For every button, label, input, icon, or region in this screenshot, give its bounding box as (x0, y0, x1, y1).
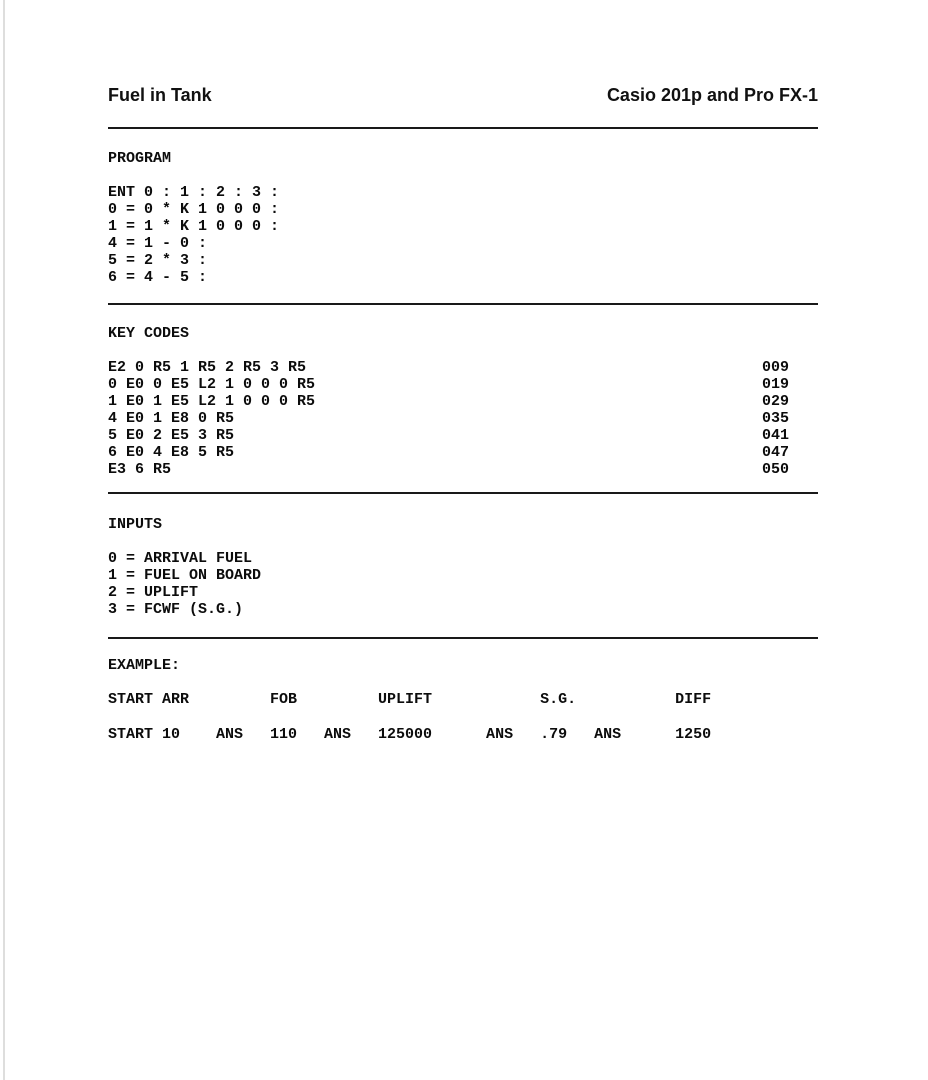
key-codes-row (108, 461, 818, 478)
section-program (108, 150, 818, 286)
divider-key-codes (108, 492, 818, 494)
program-line: ENT 0 : 1 : 2 : 3 : (108, 184, 280, 201)
program-section-label: PROGRAM (108, 150, 172, 167)
program-listing (108, 184, 818, 286)
inputs-listing (108, 550, 818, 618)
divider-program (108, 303, 818, 305)
divider-header (108, 127, 818, 129)
section-key-codes (108, 325, 818, 478)
key-codes-keys: 1 E0 1 E5 L2 1 0 0 0 R5 (108, 393, 316, 410)
section-inputs (108, 516, 818, 618)
key-codes-step-number: 041 (761, 427, 789, 444)
key-codes-step-number: 029 (761, 393, 789, 410)
key-codes-section-label: KEY CODES (108, 325, 190, 342)
example-column-headers: START ARR FOB UPLIFT S.G. DIFF (108, 691, 712, 708)
program-line: 1 = 1 * K 1 0 0 0 : (108, 218, 280, 235)
key-codes-keys: 6 E0 4 E8 5 R5 (108, 444, 235, 461)
document-title: Fuel in Tank (108, 85, 212, 105)
key-codes-row (108, 359, 818, 376)
device-title: Casio 201p and Pro FX-1 (606, 85, 818, 105)
section-example (108, 657, 818, 743)
program-line: 5 = 2 * 3 : (108, 252, 208, 269)
key-codes-listing (108, 359, 818, 478)
inputs-section-label: INPUTS (108, 516, 163, 533)
document-header (108, 84, 818, 106)
example-values-row: START 10 ANS 110 ANS 125000 ANS .79 ANS 1250 (108, 726, 712, 743)
key-codes-keys: 0 E0 0 E5 L2 1 0 0 0 R5 (108, 376, 316, 393)
key-codes-keys: E3 6 R5 (108, 461, 172, 478)
key-codes-keys: 4 E0 1 E8 0 R5 (108, 410, 235, 427)
program-line: 6 = 4 - 5 : (108, 269, 208, 286)
key-codes-row (108, 393, 818, 410)
input-definition: 2 = UPLIFT (108, 584, 199, 601)
example-section-label: EXAMPLE: (108, 657, 181, 674)
input-definition: 1 = FUEL ON BOARD (108, 567, 262, 584)
key-codes-step-number: 009 (761, 359, 789, 376)
key-codes-step-number: 019 (761, 376, 789, 393)
key-codes-row (108, 376, 818, 393)
document-page (108, 0, 818, 743)
program-line: 4 = 1 - 0 : (108, 235, 208, 252)
divider-inputs (108, 637, 818, 639)
input-definition: 0 = ARRIVAL FUEL (108, 550, 253, 567)
key-codes-row (108, 427, 818, 444)
key-codes-step-number: 035 (761, 410, 789, 427)
key-codes-row (108, 410, 818, 427)
key-codes-row (108, 444, 818, 461)
key-codes-keys: 5 E0 2 E5 3 R5 (108, 427, 235, 444)
program-line: 0 = 0 * K 1 0 0 0 : (108, 201, 280, 218)
key-codes-step-number: 047 (761, 444, 789, 461)
key-codes-keys: E2 0 R5 1 R5 2 R5 3 R5 (108, 359, 307, 376)
page-edge (3, 0, 5, 1080)
key-codes-step-number: 050 (761, 461, 789, 478)
input-definition: 3 = FCWF (S.G.) (108, 601, 244, 618)
